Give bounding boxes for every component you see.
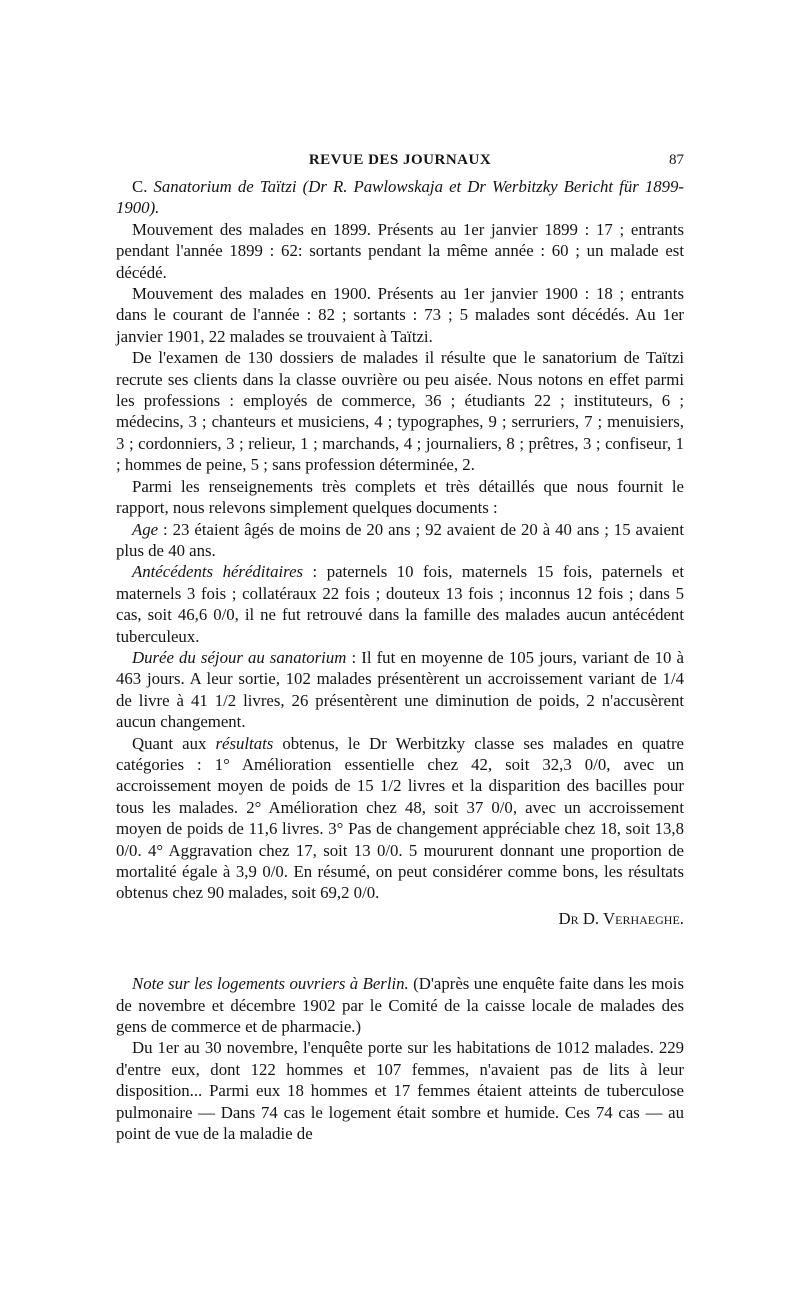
duree-label: Durée du séjour au sanatorium bbox=[132, 647, 347, 667]
page-header bbox=[116, 150, 684, 176]
running-title: REVUE DES JOURNAUX bbox=[308, 152, 492, 168]
paragraph-antecedents bbox=[116, 561, 684, 647]
antecedents-label: Antécédents héréditaires bbox=[132, 562, 304, 582]
paragraph-resultats bbox=[116, 733, 684, 904]
section-c-prefix: C. bbox=[132, 177, 154, 196]
antecedents-text: : paternels 10 fois, maternels 15 fois, paternels et maternels 3 fois ; collatéraux 22 fois ; douteux 13 fois ; inconnus 12 fois ; dans 5 cas, soit 46,6 0/0, il ne fut retrouvé dans la famille des malades aucun antécédent tuberculeux. bbox=[116, 562, 684, 646]
duree-text: : Il fut en moyenne de 105 jours, variant de 10 à 463 jours. A leur sortie, 102 malades présentèrent un accroissement variant de 1/4 de livre à 41 1/2 livres, 26 présentèrent une diminution de poids, 2 n'accusèrent aucun changement. bbox=[116, 647, 684, 732]
age-text: : 23 étaient âgés de moins de 20 ans ; 92 avaient de 20 à 40 ans ; 15 avaient plus de 40 ans. bbox=[116, 519, 684, 560]
paragraph-mouvement-1899: Mouvement des malades en 1899. Présents au 1er janvier 1899 : 17 ; entrants pendant l'année 1899 : 62: sortants pendant la même année : 60 ; un malade est décédé. bbox=[116, 219, 684, 282]
age-label: Age bbox=[132, 519, 159, 539]
paragraph-note-intro bbox=[116, 973, 684, 1037]
paragraph-duree bbox=[116, 647, 684, 733]
paragraph-mouvement-1900: Mouvement des malades en 1900. Présents au 1er janvier 1900 : 18 ; entrants dans le courant de l'année : 82 ; sortants : 73 ; 5 malades sont décédés. Au 1er janvier 1901, 22 malades se trouvaient à Taïtzi. bbox=[116, 284, 684, 346]
page-number: 87 bbox=[669, 152, 684, 168]
section-c-title bbox=[116, 176, 684, 219]
section-divider-space bbox=[116, 929, 684, 973]
document-page bbox=[116, 150, 684, 1144]
paragraph-professions: De l'examen de 130 dossiers de malades il résulte que le sanatorium de Taïtzi recrute ses clients dans la classe ouvrière ou peu aisée. Nous notons en effet parmi les professions : employés de commerce, 36 ; étudiants 22 ; instituteurs, 6 ; médecins, 3 ; chanteurs et musiciens, 4 ; typographes, 9 ; serruriers, 7 ; menuisiers, 3 ; cordonniers, 3 ; relieur, 1 ; marchands, 4 ; journaliers, 8 ; prêtres, 3 ; confiseur, 1 ; hommes de peine, 5 ; sans profession déterminée, 2. bbox=[116, 348, 684, 475]
paragraph-note-body: Du 1er au 30 novembre, l'enquête porte sur les habitations de 1012 malades. 229 d'entre eux, dont 122 hommes et 107 femmes, n'avaient pas de lits à leur disposition... Parmi eux 18 hommes et 17 femmes étaient atteints de tuberculose pulmonaire — Dans 74 cas le logement était sombre et humide. Ces 74 cas — au point de vue de la maladie de bbox=[116, 1038, 684, 1144]
section-c-title-text: Sanatorium de Taïtzi (Dr R. Pawlowskaja et Dr Werbitzky Bericht für 1899-1900). bbox=[116, 177, 684, 218]
signature: Dr D. Verhaeghe. bbox=[558, 908, 684, 928]
resultats-text: obtenus, le Dr Werbitzky classe ses malades en quatre catégories : 1° Amélioration essentielle chez 42, soit 32,3 0/0, avec un accroissement moyen de poids de 15 1/2 livres et la disparition des bacilles pour tous les malades. 2° Amélioration chez 48, soit 37 0/0, avec un accroissement moyen de poids de 11,6 livres. 3° Pas de changement appréciable chez 18, soit 13,8 0/0. 4° Aggravation chez 17, soit 13 0/0. 5 moururent donnant une proportion de mortalité égale à 3,9 0/0. En résumé, on peut considérer comme bons, les résultats obtenus chez 90 malades, soit 69,2 0/0. bbox=[116, 733, 684, 903]
note-title: Note sur les logements ouvriers à Berlin. bbox=[132, 974, 409, 994]
paragraph-age bbox=[116, 519, 684, 562]
resultats-label: résultats bbox=[215, 733, 274, 753]
paragraph-renseignements: Parmi les renseignements très complets et très détaillés que nous fournit le rapport, nous relevons simplement quelques documents : bbox=[116, 476, 684, 518]
note-intro-text: (D'après une enquête faite dans les mois de novembre et décembre 1902 par le Comité de la caisse locale de malades des gens de commerce et de pharmacie.) bbox=[116, 974, 684, 1037]
resultats-before: Quant aux bbox=[132, 733, 216, 753]
